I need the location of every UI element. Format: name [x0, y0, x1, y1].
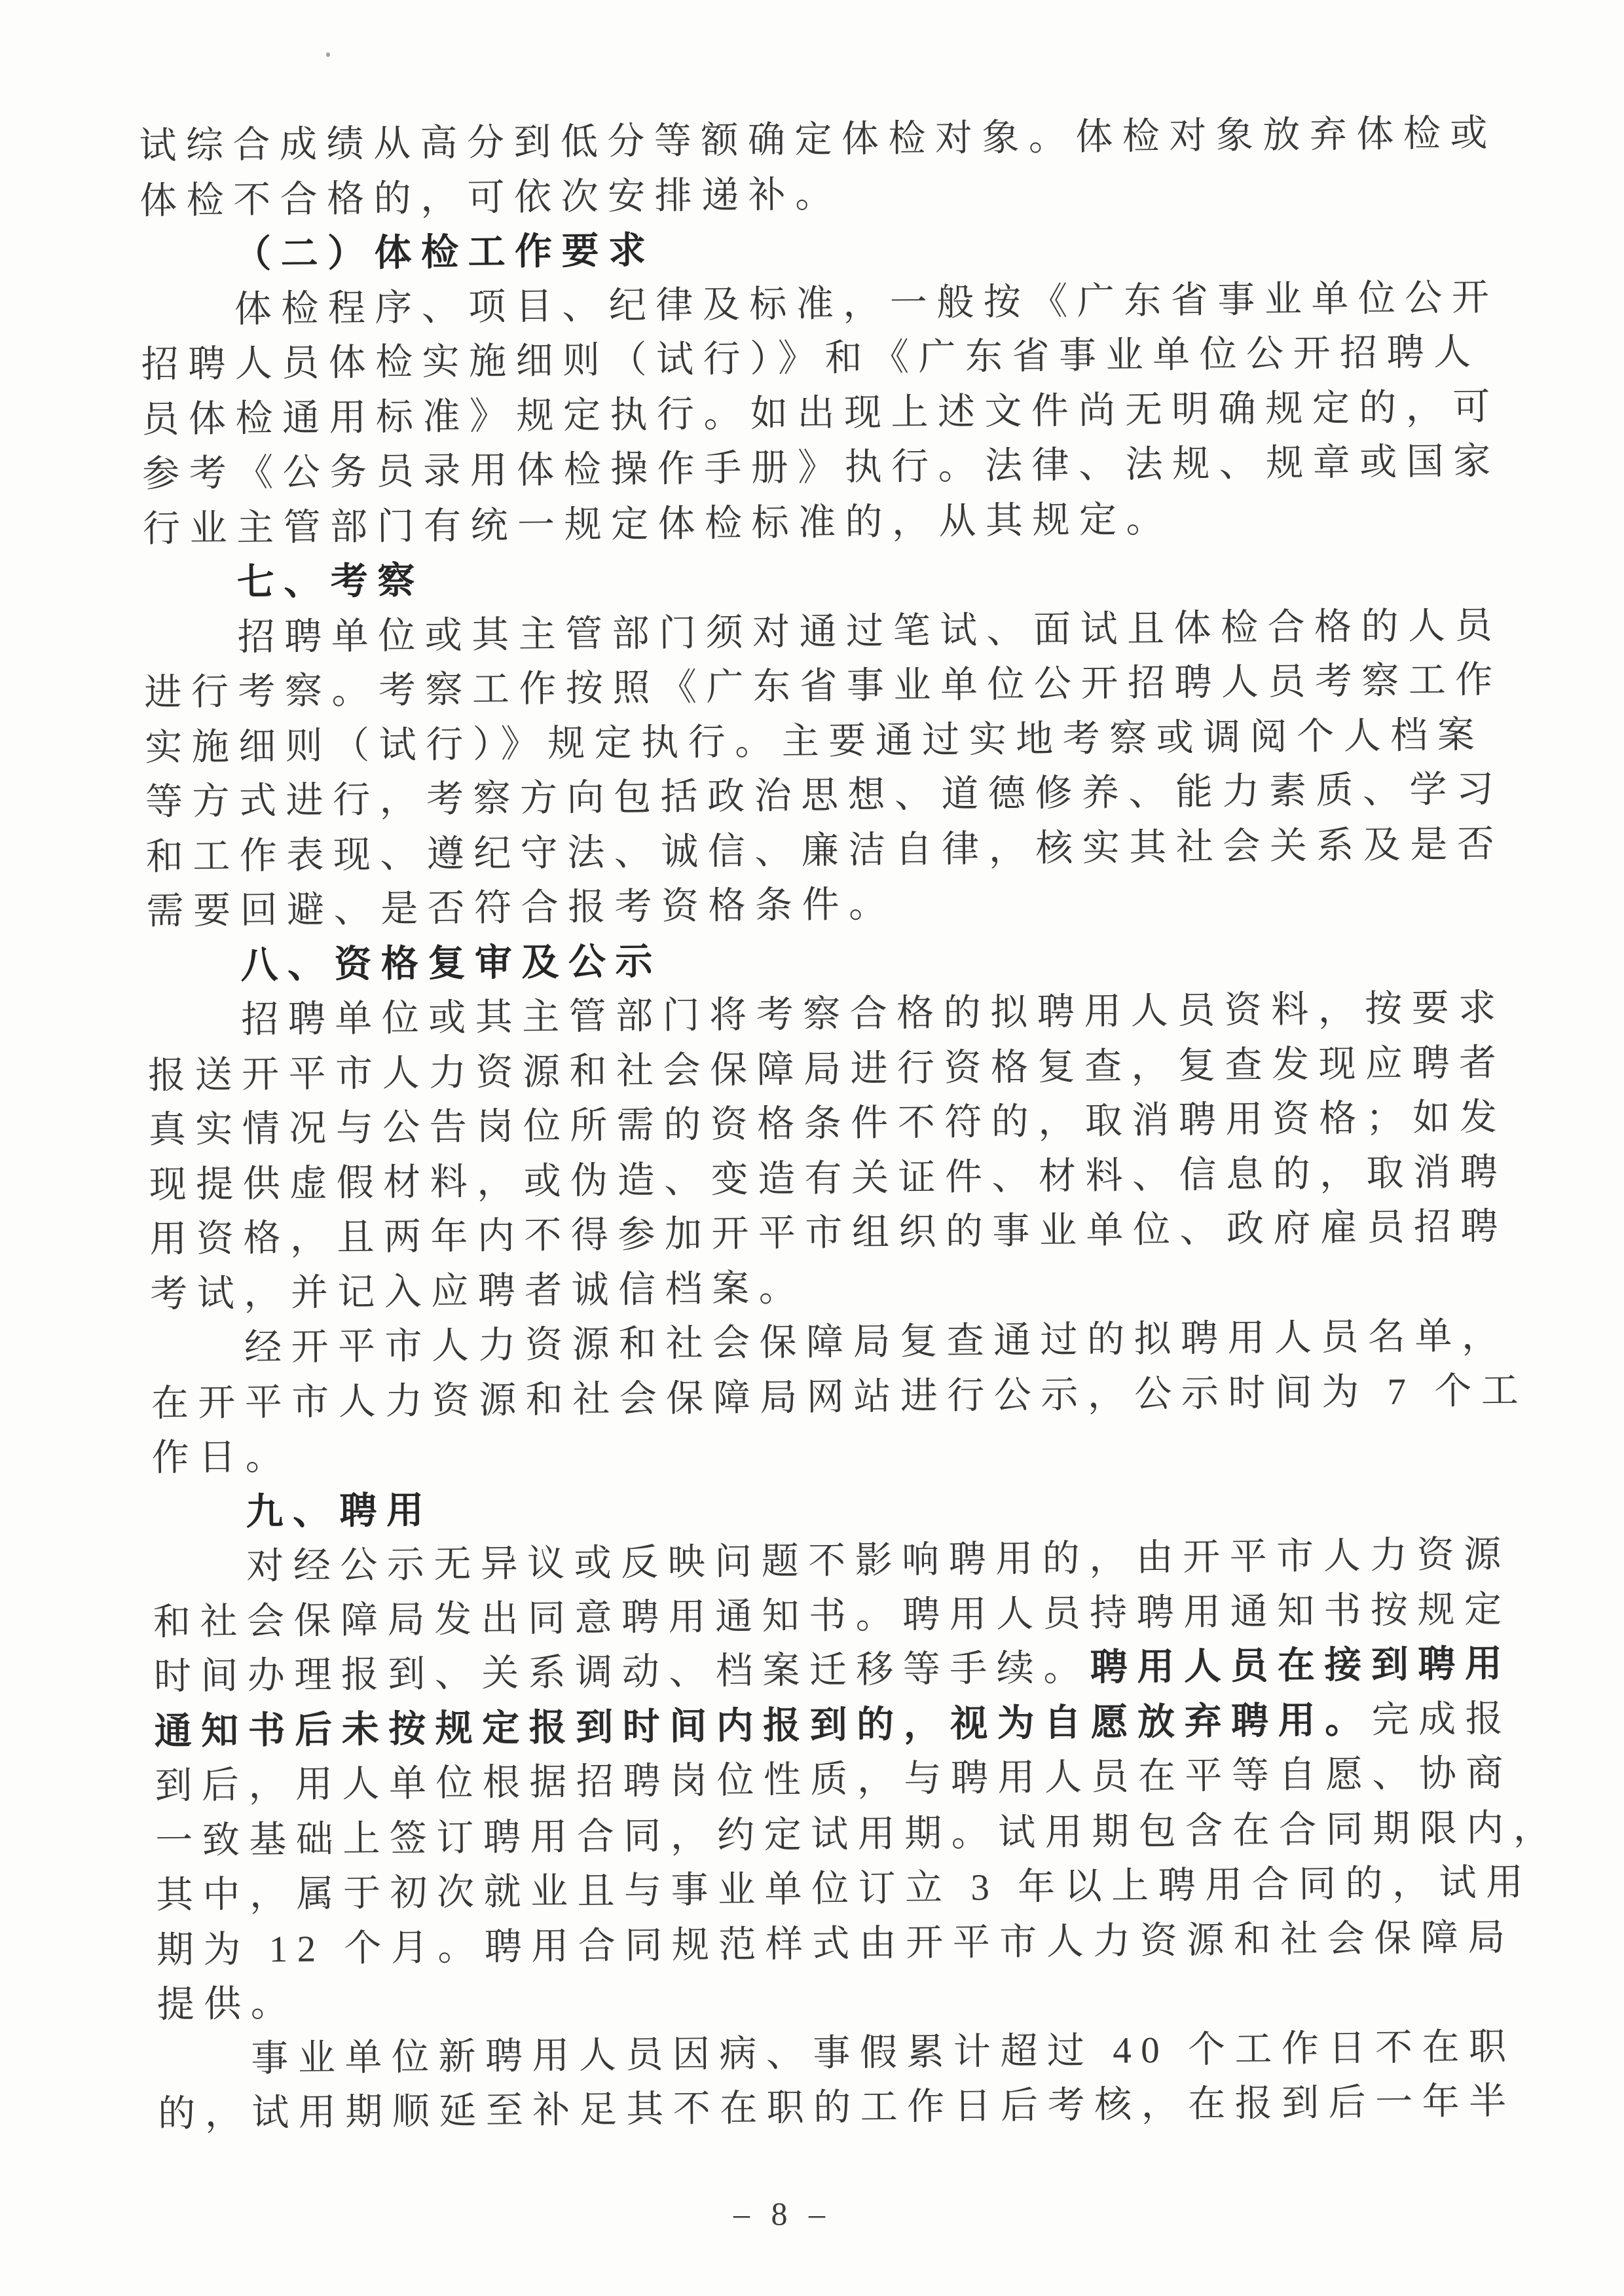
text-segment: 完成报 [1371, 1698, 1513, 1741]
bold-text-segment: 通知书后未按规定报到时间内报到的，视为自愿放弃聘用。 [154, 1698, 1372, 1753]
bold-text-segment: （二）体检工作要求 [233, 228, 655, 276]
text-segment: 体检程序、项目、纪律及标准，一般按《广东省事业单位公开 [234, 276, 1499, 331]
bold-text-segment: 聘用人员在接到聘用 [1090, 1641, 1512, 1690]
text-segment: 作日。 [151, 1436, 293, 1479]
document-body [139, 106, 1560, 2141]
text-segment: 参考《公务员录用体检操作手册》执行。法律、法规、规章或国家 [141, 441, 1500, 495]
text-segment: 考试，并记入应聘者诚信档案。 [149, 1267, 806, 1315]
text-segment: 招聘人员体检实施细则（试行）》和《广东省事业单位公开招聘人 [141, 331, 1481, 386]
text-segment: 在开平市人力资源和社会保障局网站进行公示，公示时间为 7 个工 [151, 1370, 1528, 1425]
text-segment: 行业主管部门有统一规定体检标准的，从其规定。 [142, 498, 1173, 550]
text-segment: 招聘单位或其主管部门须对通过笔试、面试且体检合格的人员 [237, 604, 1502, 659]
text-segment: 员体检通用标准》规定执行。如出现上述文件尚无明确规定的，可 [141, 386, 1500, 441]
ink-speck [326, 52, 330, 57]
text-segment: 的，试用期顺延至补足其不在职的工作日后考核，在报到后一年半 [157, 2080, 1517, 2135]
text-segment: 用资格，且两年内不得参加开平市组织的事业单位、政府雇员招聘 [149, 1206, 1508, 1260]
text-segment: 体检不合格的，可依次安排递补。 [139, 173, 843, 222]
text-segment: 招聘单位或其主管部门将考察合格的拟聘用人员资料，按要求 [240, 987, 1505, 1041]
text-segment: 和社会保障局发出同意聘用通知书。聘用人员持聘用通知书按规定 [153, 1588, 1511, 1643]
text-segment: 一致基础上签订聘用合同，约定试用期。试用期包含在合同期限内， [155, 1806, 1560, 1862]
text-segment: 经开平市人力资源和社会保障局复查通过的拟聘用人员名单， [244, 1315, 1509, 1369]
bold-text-segment: 七、考察 [236, 558, 425, 604]
text-segment: 其中，属于初次就业且与事业单位订立 3 年以上聘用合同的，试用 [155, 1861, 1533, 1916]
page-number: – 8 – [733, 2195, 832, 2232]
text-segment: 对经公示无异议或反映问题不影响聘用的，由开平市人力资源 [246, 1534, 1511, 1588]
text-segment: 期为 12 个月。聘用合同规范样式由开平市人力资源和社会保障局 [156, 1916, 1515, 1971]
text-segment: 和工作表现、遵纪守法、诚信、廉洁自律，核实其社会关系及是否 [145, 823, 1504, 878]
text-segment: 提供。 [157, 1982, 298, 2026]
text-segment: 等方式进行，考察方向包括政治思想、道德修养、能力素质、学习 [145, 769, 1504, 823]
text-segment: 到后，用人单位根据招聘岗位性质，与聘用人员在平等自愿、协商 [155, 1752, 1513, 1807]
text-segment: 时间办理报到、关系调动、档案迁移等手续。 [153, 1647, 1091, 1698]
bold-text-segment: 八、资格复审及公示 [240, 939, 663, 987]
text-segment: 事业单位新聘用人员因病、事假累计超过 40 个工作日不在职 [251, 2026, 1516, 2079]
bold-text-segment: 九、聘用 [246, 1488, 434, 1534]
text-segment: 试综合成绩从高分到低分等额确定体检对象。体检对象放弃体检或 [139, 113, 1498, 168]
text-segment: 需要回避、是否符合报考资格条件。 [146, 883, 896, 932]
text-segment: 真实情况与公告岗位所需的资格条件不符的，取消聘用资格；如发 [148, 1097, 1507, 1151]
text-segment: 现提供虚假材料，或伪造、变造有关证件、材料、信息的，取消聘 [149, 1151, 1507, 1206]
text-segment: 实施细则（试行）》规定执行。主要通过实地考察或调阅个人档案 [144, 714, 1485, 769]
text-segment: 进行考察。考察工作按照《广东省事业单位公开招聘人员考察工作 [144, 659, 1503, 714]
text-segment: 报送开平市人力资源和社会保障局进行资格复查，复查发现应聘者 [147, 1042, 1506, 1097]
